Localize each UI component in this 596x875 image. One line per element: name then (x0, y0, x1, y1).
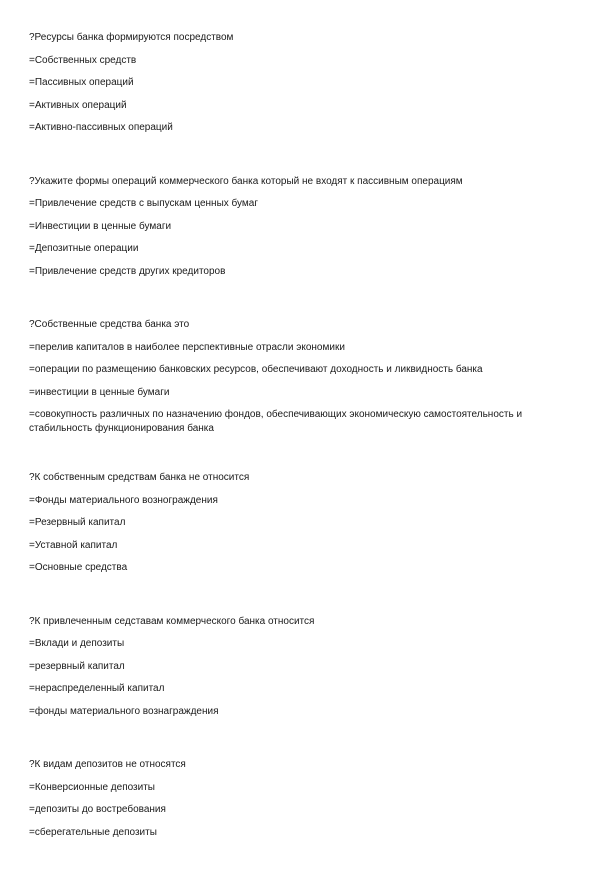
answer-option: =резервный капитал (29, 660, 125, 672)
question-text: ?Собственные средства банка это (29, 319, 190, 330)
answer-option: =инвестиции в ценные бумаги (29, 386, 170, 398)
answer-option: =Уставной капитал (29, 539, 118, 551)
answer-option: =фонды материального вознаграждения (29, 705, 219, 717)
question-text: ?К видам депозитов не относятся (29, 759, 186, 770)
question-block-3 (29, 314, 539, 436)
answer-option: =перелив капиталов в наиболее перспективные отрасли экономики (29, 341, 345, 353)
answer-option: =Вклади и депозиты (29, 638, 125, 649)
answer-option: =Активных операций (29, 99, 127, 111)
answer-option: =сберегательные депозиты (29, 826, 157, 838)
question-text: ?Ресурсы банка формируются посредством (29, 32, 234, 43)
question-block-5 (29, 611, 539, 724)
answer-option: =совокупность различных по назначению фондов, обеспечивающих экономическую самостоятельность и стабильность функционирования банка (29, 409, 523, 434)
question-block-6 (29, 754, 539, 844)
answer-option: =Активно-пассивных операций (29, 122, 173, 133)
answer-option: =нераспределенный капитал (29, 683, 165, 694)
question-block-2 (29, 171, 539, 284)
answer-option: =Резервный капитал (29, 517, 126, 528)
question-text: ?К собственным средствам банка не относится (29, 472, 250, 483)
answer-option: =Привлечение средств с выпускам ценных бумаг (29, 198, 259, 209)
answer-option: =Конверсионные депозиты (29, 781, 155, 793)
answer-option: =Собственных средств (29, 54, 137, 66)
answer-option: =депозиты до востребования (29, 804, 166, 815)
answer-option: =Пассивных операций (29, 77, 134, 88)
answer-option: =операции по размещению банковских ресурсов, обеспечивают доходность и ликвидность банка (29, 364, 483, 375)
document-page (29, 27, 539, 875)
answer-option: =Привлечение средств других кредиторов (29, 265, 226, 277)
question-block-1 (29, 27, 539, 140)
answer-option: =Депозитные операции (29, 243, 139, 254)
answer-option: =Фонды материального вознограждения (29, 494, 218, 506)
question-text: ?Укажите формы операций коммерческого банка который не входят к пассивным операциям (29, 175, 463, 187)
answer-option: =Основные средства (29, 562, 128, 573)
answer-option: =Инвестиции в ценные бумаги (29, 220, 172, 232)
question-block-4 (29, 467, 539, 580)
question-text: ?К привлеченным седставам коммерческого банка относится (29, 615, 315, 627)
